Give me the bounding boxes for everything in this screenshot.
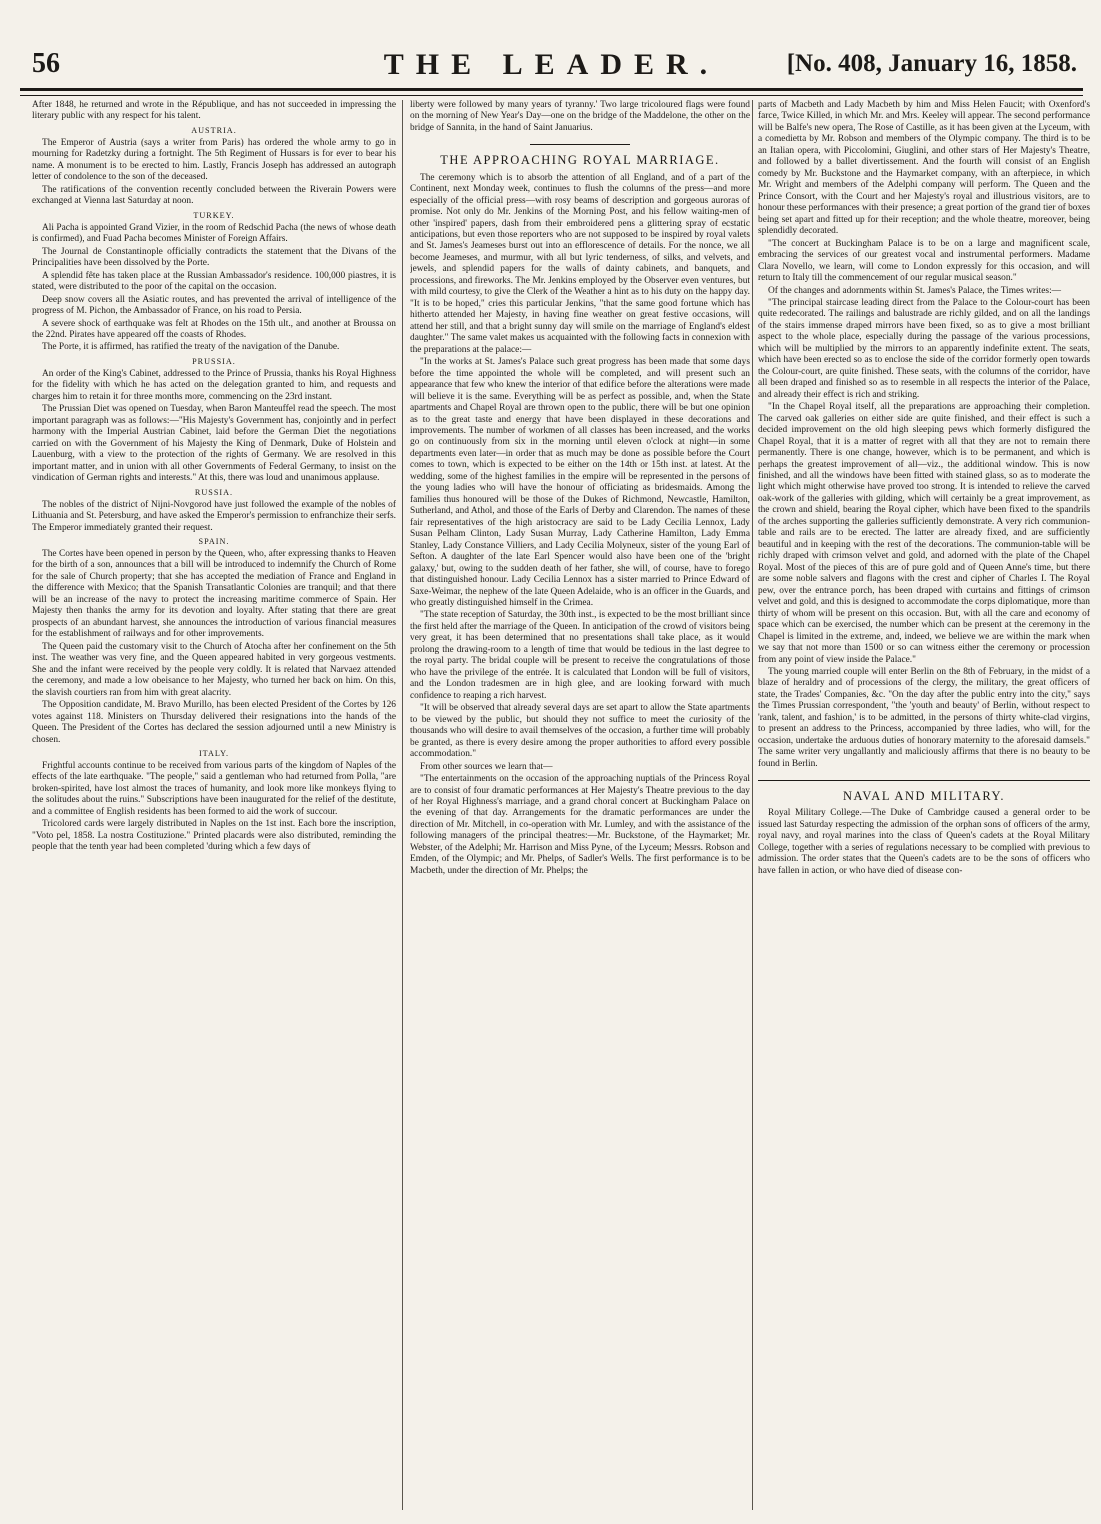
section-heading-italy: ITALY. — [198, 748, 230, 758]
section-separator — [530, 144, 630, 145]
paragraph: From other sources we learn that— — [420, 761, 553, 772]
paragraph: "In the works at St. James's Palace such great progress has been made that some days before the time appointed the whole will be completed, and will present such an appearance that few who knew the interior of that edifice before the alterations were made will believe it is the same. Everything will be as perfect as possible, and, when the State apartments and Chapel Royal are thrown open to the public, there will be but one opinion as to the great taste and energy that have been displayed in these decorations and improvements. The number of workmen of all classes has been increased, and the works go on continuously from six in the morning until eleven o'clock at night—in some departments even later—in order that as much may be done as possible before the Court comes to town, which is expected to be either on the 14th or 15th inst. at latest. At the wedding, some of the highest families in the empire will be represented in the persons of the young ladies who will have the honour of officiating as bridesmaids. Among the families thus honoured will be those of the Dukes of Richmond, Newcastle, Hamilton, Sutherland, and Athol, and those of the Earls of Derby and Clarendon. The names of these fair representatives of the high aristocracy are said to be Lady Cecilia Lennox, Lady Susan Pelham Clinton, Lady Susan Murray, Lady Catherine Hamilton, Lady Emma Stanley, Lady Constance Villiers, and Lady Cecilia Molyneux, sister of the young Earl of Sefton. A daughter of the late Earl Spencer would also have been one of the 'bright galaxy,' but, owing to the sudden death of her father, she will, of course, have to forego that distinguished honour. Lady Cecilia Lennox has a sister married to Prince Edward of Saxe-Weimar, the nephew of the late Queen Adelaide, who is an officer in the Guards, and who greatly distinguished himself in the Crimea. — [410, 357, 750, 608]
paragraph: Of the changes and adornments within St. James's Palace, the Times writes:— — [768, 285, 1062, 296]
masthead-title: THE LEADER. — [383, 48, 720, 81]
paragraph: Deep snow covers all the Asiatic routes, and has prevented the arrival of intelligence of the progress of M. Pichon, the Ambassador of France, on his road to Persia. — [32, 294, 396, 317]
paragraph: A splendid fête has taken place at the Russian Ambassador's residence. 100,000 piastres, it is stated, were distributed to the poor of the capital on the occasion. — [32, 270, 396, 293]
paragraph: The ceremony which is to absorb the attention of all England, and of a part of the Continent, next Monday week, continues to flush the columns of the press—and more especially of the official press—with rosy beams of description and gorgeous auroras of promise. Not only do Mr. Jenkins of the Morning Post, and his fellow waiting-men of other 'inspired' papers, dash from their embroidered pens a glittering spray of ecstatic anticipations, but even those reporters who are not supposed to be inspired by royal valets and St. James's Jeameses burst out into an efflorescence of details. For the nonce, we all become Jeameses, and murmur, with all but lyric tenderness, of silks, and velvets, and jewels, and splendid papers for the walls of dainty cabinets, and banquets, and processions, and fireworks. The Mr. Jenkins employed by the Observer even ventures, but with mild courtesy, to give the Clerk of the Weather a hint as to his duty on the happy day. "It is to be hoped," cries this particular Jenkins, "that the same good fortune which has hitherto attended her Majesty, in having fine weather on great festive occasions, will attend her still, and that a bright sunny day will smile on the marriage of England's eldest daughter." The same valet makes us acquainted with the following facts in connexion with the preparations at the palace:— — [410, 172, 750, 355]
paragraph: The nobles of the district of Nijni-Novgorod have just followed the example of the nobles of Lithuania and St. Petersburg, and have asked the Emperor's permission to enfranchize their serfs. The Emperor immediately granted their request. — [32, 499, 396, 533]
column-1 — [32, 100, 396, 1510]
paragraph: parts of Macbeth and Lady Macbeth by him and Miss Helen Faucit; with Oxenford's farce, Twice Killed, in which Mr. and Mrs. Keeley will appear. The second performance will be Balfe's new opera, The Rose of Castille, as it has been given at the Lyceum, with a comedietta by Mr. Robson and members of the Olympic company. The third is to be an Italian opera, with Piccolomini, Giuglini, and other stars of Her Majesty's Theatre, and followed by a ballet divertissement. And the fourth will consist of an English comedy by Mr. Buckstone and the Haymarket company, with an afterpiece, in which Mr. Wright and members of the Adelphi company will perform. The Queen and the Prince Consort, with the Court and her Majesty's royal and illustrious visitors, are to honour these performances with their presence; a great portion of the grand tier of boxes being set apart and fitted up for their reception; and the whole theatre, moreover, being splendidly decorated. — [758, 100, 1090, 237]
section-heading-turkey: TURKEY. — [193, 210, 235, 220]
paragraph: Tricolored cards were largely distributed in Naples on the 1st inst. Each bore the inscription, "Voto pel, 1858. La nostra Costituzione." Printed placards were also distributed, reminding the people that the tenth year had been completed 'during which a few days of — [32, 819, 396, 853]
paragraph: "It will be observed that already several days are set apart to allow the State apartments to be viewed by the public, but should they not suffice to meet the curiosity of the thousands who will desire to avail themselves of the occasion, a further time will probably be granted, as there is every desire among the proper authorities to afford every possible accommodation." — [410, 703, 750, 760]
article-heading-royal-marriage: THE APPROACHING ROYAL MARRIAGE. — [440, 153, 720, 168]
paragraph: After 1848, he returned and wrote in the République, and has not succeeded in impressing the literary public with any respect for his talent. — [32, 100, 396, 122]
column-divider — [752, 100, 753, 1510]
section-separator — [758, 780, 1090, 781]
paragraph: Frightful accounts continue to be received from various parts of the kingdom of Naples of the effects of the late earthquake. "The people," said a gentleman who had returned from Polla, "are broken-spirited, have lost almost the traces of humanity, and look more like monkeys flying to the solitudes about the ruins." Subscriptions have been inaugurated for the relief of the destitute, and a committee of English residents has been formed to aid the work of succour. — [32, 760, 396, 817]
paragraph: The Emperor of Austria (says a writer from Paris) has ordered the whole army to go in mourning for Radetzky during a fortnight. The 5th Regiment of Hussars is for ever to bear his name. A monument is to be erected to him. Lastly, Francis Joseph has addressed an autograph letter of condolence to the son of the deceased. — [32, 137, 396, 183]
paragraph: The Opposition candidate, M. Bravo Murillo, has been elected President of the Cortes by 126 votes against 118. Ministers on Thursday delivered their resignations into the hands of the Queen. The President of the Cortes has declared the session adjourned until a new Ministry is chosen. — [32, 700, 396, 745]
paragraph: liberty were followed by many years of tyranny.' Two large tricoloured flags were found on the morning of New Year's Day—one on the bridge of the Maddelone, the other on the bridge of Sannita, in the hand of Saint Januarius. — [410, 100, 750, 133]
paragraph: "The concert at Buckingham Palace is to be on a large and magnificent scale, embracing the services of our greatest vocal and instrumental performers. Madame Clara Novello, we learn, will come to London expressly for this occasion, and will return to Italy till the commencement of our regular musical season." — [758, 238, 1090, 284]
column-2 — [410, 100, 750, 1510]
page-number: 56 — [32, 48, 60, 79]
paragraph: Royal Military College.—The Duke of Cambridge caused a general order to be issued last Saturday respecting the admission of the orphan sons of officers of the army, royal navy, and royal marines into the class of Queen's cadets at the Royal Military College, together with a series of regulations necessary to be complied with previous to admission. The order states that the Queen's cadets are to be the sons of officers who have fallen in action, or who have died of disease con- — [758, 808, 1090, 876]
paragraph: "The entertainments on the occasion of the approaching nuptials of the Princess Royal are to consist of four dramatic performances at Her Majesty's Theatre previous to the day of her Royal Highness's marriage, and a grand choral concert at Buckingham Palace on the evening of that day. Arrangements for the dramatic performances are under the direction of Mr. Mitchell, in co-operation with Mr. Lumley, and with the assistance of the following managers of the principal theatres:—Mr. Buckstone, of the Haymarket; Mr. Webster, of the Adelphi; Mr. Harrison and Miss Pyne, of the Lyceum; Messrs. Robson and Emden, of the Olympic; and Mr. Phelps, of Sadler's Wells. The first performance is to be Macbeth, under the direction of Mr. Phelps; the — [410, 774, 750, 876]
paragraph: The Journal de Constantinople officially contradicts the statement that the Divans of the Principalities have been dissolved by the Porte. — [32, 246, 396, 269]
paragraph: The Porte, it is affirmed, has ratified the treaty of the navigation of the Danube. — [42, 342, 340, 353]
paragraph: "The principal staircase leading direct from the Palace to the Colour-court has been quite redecorated. The railings and balustrade are richly gilded, and on all the landings of the stairs immense draped mirrors have been fixed, so as to give a most brilliant aspect to the whole place, especially during the passage of the various processions, which will be multiplied by the mirrors to an apparently indefinite extent. The seats, which have been erected so as to enclose the side of the corridor formerly open towards the Colour-court, are quite finished. These seats, with the columns of the corridor, have all been draped and finished so as to resemble in all respects the interior of the Palace, and already their effect is rich and striking. — [758, 297, 1090, 400]
article-heading-naval-military: NAVAL AND MILITARY. — [842, 789, 1006, 804]
section-heading-prussia: PRUSSIA. — [192, 356, 236, 366]
column-divider — [402, 100, 403, 1510]
paragraph: The Prussian Diet was opened on Tuesday, when Baron Manteuffel read the speech. The most important paragraph was as follows:—"His Majesty's Government has, conjointly and in perfect harmony with the Imperial Austrian Cabinet, laid before the German Diet the negotiations carried on with the Government of his Majesty the King of Denmark, Duke of Holstein and Lauenburg, with a view to the protection of the rights of Germany. We are resolved in this important matter, and in union with all other Governments of Federal Germany, to insist on the vindication of German rights and interests." At this, there was loud and unanimous applause. — [32, 404, 396, 484]
paragraph: "In the Chapel Royal itself, all the preparations are approaching their completion. The carved oak galleries on either side are quite finished, and their effect is such a decided improvement on the old high sleeping pews which formerly disfigured the Chapel Royal, that it is a matter of regret with all that they are not to remain there permanently. There is one change, however, which is to be permanent, and which is perhaps the greatest improvement of all—viz., the additional window. This is now finished, and all the windows have been fitted with stained glass, so as to moderate the light which might otherwise have proved too strong. It is intended to relieve the carved oak-work of the galleries with gilding, which will certainly be a great improvement, as the crown and shield, bearing the Royal cipher, which have been fixed to the spandrils of the arches supporting the galleries sufficiently demonstrate. A very rich communion-table and rails are to be erected. The latter are already fixed, and are sufficiently beautiful and in keeping with the rest of the decorations. The communion-table will be richly draped with crimson velvet and gold, and adorned with the plate of the Chapel Royal. Most of the pieces of this are of pure gold and of Queen Anne's time, but there are some noble salvers and flagons with the crest and cipher of Charles I. The Royal pew, over the entrance porch, has been draped with curtains and fittings of crimson velvet and gold, and this is designed to accommodate the corps diplomatique, more than thirty of whom will be present on this occasion. But, with all the care and economy of space which can be exercised, the number which can be present at the ceremony in the Chapel is limited in the extreme, and, indeed, we believe we are within the mark when we say that not more than 1500 or so can witness either the ceremony or procession from any point of view inside the Palace." — [758, 402, 1090, 665]
paragraph: An order of the King's Cabinet, addressed to the Prince of Prussia, thanks his Royal Highness for the fidelity with which he has acted on the delegation granted to him, and requests and charges him to retain it for three months more, commencing on the 23rd instant. — [32, 368, 396, 402]
paragraph: The ratifications of the convention recently concluded between the Riverain Powers were exchanged at Vienna last Saturday at noon. — [32, 184, 396, 207]
section-heading-spain: SPAIN. — [198, 537, 230, 546]
header-rule — [20, 95, 1083, 96]
page-header — [20, 44, 1083, 91]
paragraph: Ali Pacha is appointed Grand Vizier, in the room of Redschid Pacha (the news of whose death is confirmed), and Fuad Pacha becomes Minister of Foreign Affairs. — [32, 222, 396, 245]
paragraph: A severe shock of earthquake was felt at Rhodes on the 15th ult., and another at Broussa on the 22nd. Pirates have appeared off the coasts of Rhodes. — [32, 318, 396, 340]
paragraph: "The state reception of Saturday, the 30th inst., is expected to be the most brilliant since the first held after the marriage of the Queen. In anticipation of the crowd of visitors being very great, it has been determined that no presentations shall take place, as it would prolong the drawing-room to a length of time that would be tedious in the last degree to the royal party. The bridal couple will be present to receive the congratulations of those who have the privilege of the entrée. It is calculated that London will be full of visitors, and the London tradesmen are in high glee, and are looking forward with much confidence to reaping a rich harvest. — [410, 610, 750, 701]
paragraph: The Queen paid the customary visit to the Church of Atocha after her confinement on the 5th inst. The weather was very fine, and the Queen appeared habited in very gorgeous vestments. She and the infant were received by the people very coldly. It is related that Narvaez attended the ceremony, and made a low obeisance to her Majesty, who turned her back on him. On this, the slavish courtiers ran from him with great alacrity. — [32, 641, 396, 698]
section-heading-austria: AUSTRIA. — [191, 125, 237, 135]
paragraph: The Cortes have been opened in person by the Queen, who, after expressing thanks to Heaven for the birth of a son, announces that a bill will be introduced to indemnify the Church of Rome for the sale of Church property; that she has accepted the mediation of France and England in the difference with Mexico; that the Spanish Transatlantic Colonies are tranquil; and that there will be an increase of the navy to protect the increasing maritime commerce of Spain. Her Majesty then thanks the army for its devotion and loyalty. After stating that there are great prospects of an abundant harvest, she announces the introduction of various financial measures for the establishment of railways and for other improvements. — [32, 549, 396, 640]
paragraph: The young married couple will enter Berlin on the 8th of February, in the midst of a blaze of heraldry and of processions of the clergy, the military, the great officers of state, the Trades' Companies, &c. "On the day after the public entry into the city," says the Times Prussian correspondent, "the 'youth and beauty' of Berlin, without respect to 'rank, talent, and fashion,' is to be admitted, in the persons of thirty white-clad virgins, to present an address to the Princess, accompanied by three ladies, who will, for the occasion, undertake the arduous duties of honorary maternity to the aforesaid damsels." The same writer very ungallantly and maliciously affirms that there is no beauty to be found in Berlin. — [758, 666, 1090, 769]
issue-info: [No. 408, January 16, 1858. — [786, 50, 1077, 77]
column-3 — [758, 100, 1090, 1510]
section-heading-russia: RUSSIA. — [194, 487, 234, 497]
